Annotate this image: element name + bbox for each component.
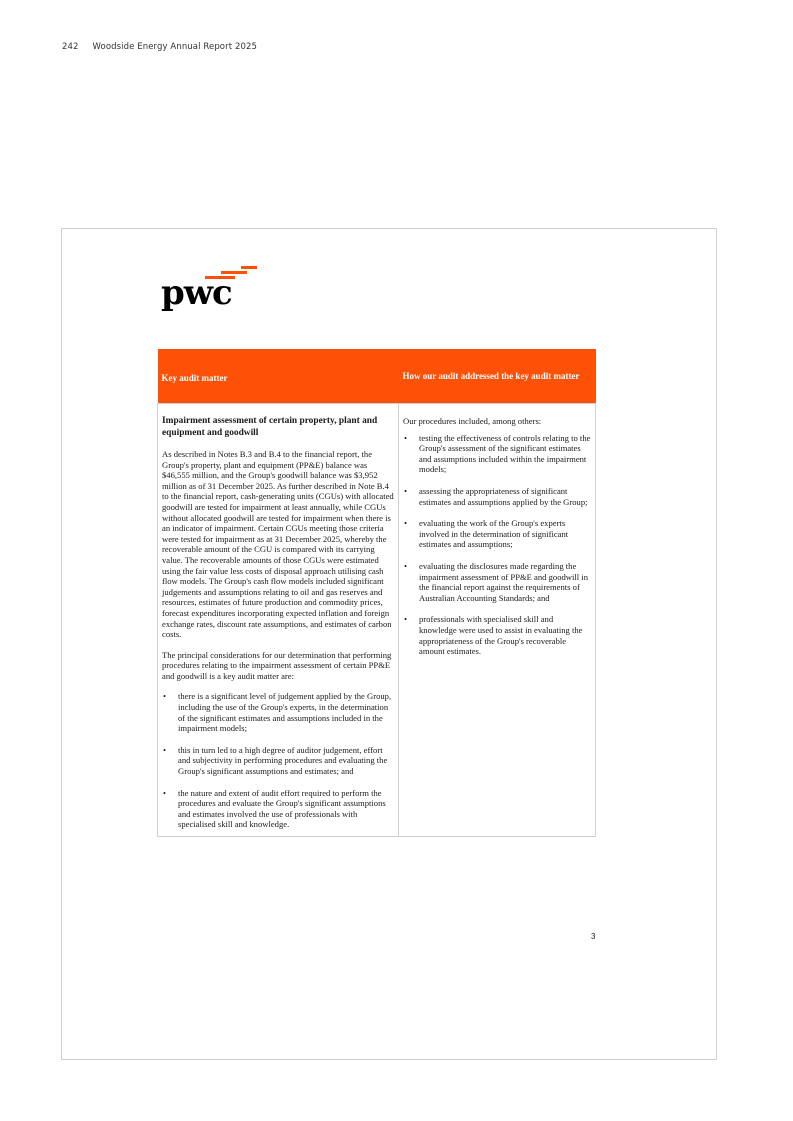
kam-considerations: The principal considerations for our determination that performing procedures relating to the impairment assessment of certain PP&E and goodwill is a key audit matter are: — [162, 649, 392, 681]
bullet-glyph: • — [404, 614, 408, 625]
header-how-addressed: How our audit addressed the key audit matter — [399, 349, 596, 404]
procedures-bullet-list — [403, 433, 591, 657]
kam-description: As described in Notes B.3 and B.4 to the financial report, the Group's property, plant and equipment (PP&E) balance was $46,555 million, and the Group's goodwill balance was $3,952 million as of 31 December 2025. As further described in Note B.4 to the financial report, cash-generating units (CGUs) with allocated goodwill are tested for impairment at least annually, while CGUs without allocated goodwill are tested for impairment when there is an indicator of impairment. Certain CGUs meeting those criteria were tested for impairment as at 31 December 2025, whereby the recoverable amount of the CGU is compared with its carrying value. The recoverable amounts of those CGUs were estimated using the fair value less costs of disposal approach utilising cash flow models. The Group's cash flow models included significant judgements and assumptions relating to oil and gas reserves and resources, estimates of future production and commodity prices, forecast expenditures incorporating expected inflation and foreign exchange rates, discount rate assumptions, and estimates of carbon costs. — [162, 449, 394, 640]
bullet-glyph: • — [404, 485, 408, 496]
pwc-logo — [161, 265, 261, 317]
audit-response-cell — [399, 404, 596, 837]
header-key-audit-matter: Key audit matter — [158, 349, 399, 404]
list-item: • there is a significant level of judgement applied by the Group, including the use of the Group's experts, in the determination of the significant estimates and assumptions included in the impairment models; — [163, 691, 392, 734]
bullet-glyph: • — [163, 691, 167, 702]
bullet-glyph: • — [404, 518, 408, 529]
header-page-number: 242 — [62, 42, 79, 52]
list-item: • assessing the appropriateness of significant estimates and assumptions applied by the Group; — [404, 485, 588, 507]
list-item: • this in turn led to a high degree of auditor judgement, effort and subjectivity in performing procedures and evaluating the Group's significant assumptions and estimates; and — [163, 744, 388, 777]
list-item: • evaluating the disclosures made regarding the impairment assessment of PP&E and goodwill in the financial report against the requirements of Australian Accounting Standards; and — [404, 560, 588, 603]
bullet-glyph: • — [163, 744, 167, 755]
bullet-glyph: • — [163, 787, 167, 798]
bullet-glyph: • — [404, 432, 408, 443]
list-item: • professionals with specialised skill and knowledge were used to assist in evaluating the appropriateness of the Group's recoverable amount estimates. — [404, 614, 583, 657]
procedures-intro: Our procedures included, among others: — [403, 416, 542, 426]
list-item: • testing the effectiveness of controls relating to the Group's assessment of the significant estimates and assumptions included within the impairment models; — [404, 432, 591, 475]
key-audit-matter-cell — [158, 404, 399, 837]
embedded-page-number: 3 — [591, 932, 596, 941]
logo-wordmark: pwc — [161, 273, 232, 313]
key-audit-matter-table — [157, 349, 596, 837]
logo-bar-1 — [241, 266, 257, 269]
kam-title: Impairment assessment of certain property, plant and equipment and goodwill — [162, 416, 378, 438]
page-header — [62, 42, 257, 52]
list-item: • evaluating the work of the Group's experts involved in the determination of significant estimates and assumptions; — [404, 518, 569, 550]
list-item: • the nature and extent of audit effort required to perform the procedures and evaluate the Group's significant assumptions and estimates involved the use of professionals with specialised skill and knowledge. — [163, 787, 386, 830]
report-title: Woodside Energy Annual Report 2025 — [92, 42, 257, 52]
kam-bullet-list — [162, 691, 394, 830]
bullet-glyph: • — [404, 560, 408, 571]
